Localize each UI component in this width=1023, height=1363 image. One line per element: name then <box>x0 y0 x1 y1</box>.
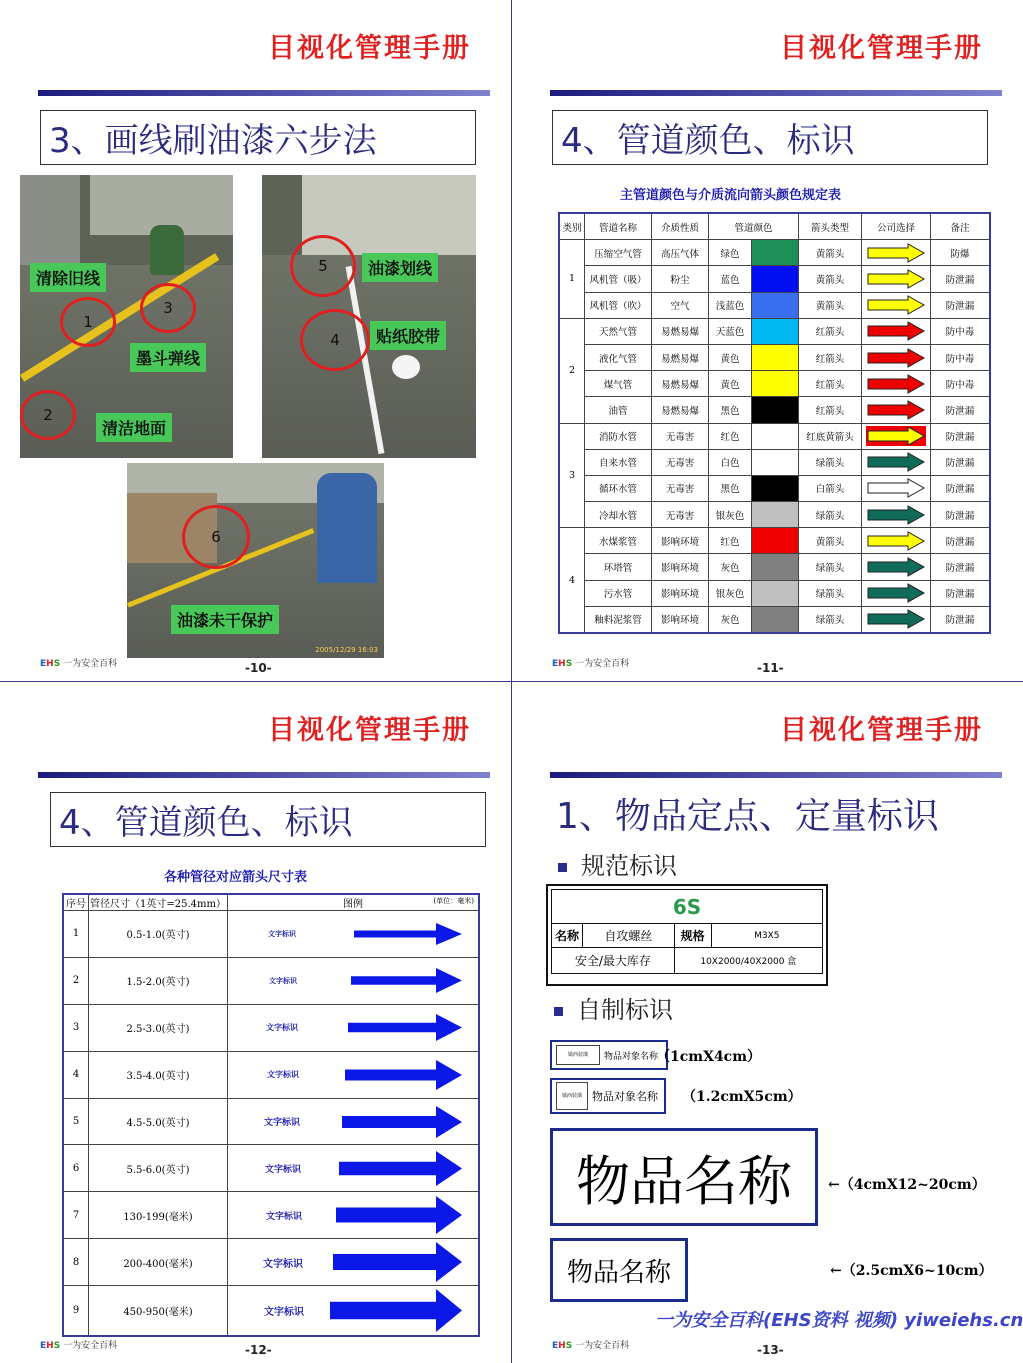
pipe-size-cell: 1.5-2.0(英寸) <box>89 957 228 1004</box>
table-row <box>63 1192 479 1239</box>
medium-cell: 高压气体 <box>652 240 709 266</box>
arrow-type-cell: 绿箭头 <box>799 580 862 606</box>
arrow-right-icon <box>866 269 926 289</box>
arrow-right-icon <box>866 400 926 420</box>
size-label-1-2x5: （1.2cmX5cm） <box>682 1089 802 1105</box>
note-cell: 防泄漏 <box>931 397 991 423</box>
arrow-legend-cell <box>228 1145 480 1192</box>
medium-cell: 影响环境 <box>652 580 709 606</box>
note-cell: 防泄漏 <box>931 502 991 528</box>
label-wet-paint-protection: 油漆未干保护 <box>171 605 279 634</box>
pipe-name-cell: 压缩空气管 <box>585 240 652 266</box>
color-swatch <box>752 292 799 318</box>
table-row <box>63 957 479 1004</box>
table-row <box>63 1098 479 1145</box>
arrow-right-icon <box>866 426 926 446</box>
arrow-type-cell: 黄箭头 <box>799 266 862 292</box>
arrow-right-icon <box>345 1057 464 1093</box>
bullet-standard-label: 规范标识 <box>558 846 677 881</box>
arrow-type-cell: 黄箭头 <box>799 240 862 266</box>
arrow-cell <box>862 528 931 554</box>
row-number-cell: 7 <box>63 1192 89 1239</box>
section-title: 3、画线刷油漆六步法 <box>40 110 476 165</box>
table-row <box>63 1239 479 1286</box>
section-title: 4、管道颜色、标识 <box>552 110 988 165</box>
table-row <box>63 1145 479 1192</box>
table-caption: 主管道颜色与介质流向箭头颜色规定表 <box>620 188 842 203</box>
table-row <box>559 554 990 580</box>
arrow-type-cell: 绿箭头 <box>799 449 862 475</box>
label-spec-value: M3X5 <box>711 924 822 948</box>
note-cell: 防泄漏 <box>931 475 991 501</box>
header-bar <box>550 90 1002 96</box>
watermark: 一为安全百科(EHS资料 视频) yiweiehs.cn <box>655 1310 1023 1331</box>
brand-logo: 镇西装璜 <box>556 1082 588 1110</box>
medium-cell: 易燃易爆 <box>652 344 709 370</box>
legend-text: 文字标识 <box>264 1164 301 1175</box>
arrow-right-icon <box>330 1286 464 1335</box>
header-title: 目视化管理手册 <box>780 715 983 746</box>
label-4x12: 物品名称 <box>550 1128 818 1226</box>
label-tape: 贴纸胶带 <box>370 321 446 350</box>
label-name-key: 名称 <box>552 924 583 948</box>
label-paint-line: 油漆划线 <box>362 253 438 282</box>
page-number: -10- <box>245 661 272 675</box>
arrow-type-cell: 红箭头 <box>799 318 862 344</box>
row-number-cell: 9 <box>63 1286 89 1337</box>
category-cell: 4 <box>559 528 585 633</box>
header-title: 目视化管理手册 <box>268 715 471 746</box>
pipe-color-cell: 绿色 <box>709 240 752 266</box>
arrow-right-icon <box>866 452 926 472</box>
color-swatch <box>752 344 799 370</box>
arrow-cell <box>862 292 931 318</box>
label-text: 物品对象名称 <box>604 1051 659 1062</box>
arrow-cell <box>862 266 931 292</box>
pipe-name-cell: 水煤浆管 <box>585 528 652 554</box>
arrow-legend-cell <box>228 911 480 958</box>
arrow-right-icon <box>866 557 926 577</box>
pipe-color-cell: 灰色 <box>709 554 752 580</box>
label-clear-old-line: 清除旧线 <box>30 263 106 292</box>
page-number: -13- <box>757 1343 784 1357</box>
medium-cell: 无毒害 <box>652 449 709 475</box>
arrow-right-icon <box>866 348 926 368</box>
medium-cell: 无毒害 <box>652 475 709 501</box>
label-text: 物品对象名称 <box>592 1090 658 1103</box>
color-swatch <box>752 318 799 344</box>
row-number-cell: 4 <box>63 1051 89 1098</box>
color-swatch <box>752 554 799 580</box>
arrow-right-icon <box>866 295 926 315</box>
note-cell: 防泄漏 <box>931 423 991 449</box>
arrow-cell <box>862 606 931 633</box>
footer-logo: EHS 一为安全百科 <box>40 659 118 669</box>
arrow-right-icon <box>866 583 926 603</box>
note-cell: 防泄漏 <box>931 292 991 318</box>
arrow-legend-cell <box>228 1192 480 1239</box>
arrow-legend-cell <box>228 957 480 1004</box>
table-header-row <box>63 894 479 911</box>
pipe-color-cell: 黄色 <box>709 344 752 370</box>
color-swatch <box>752 502 799 528</box>
note-cell: 防泄漏 <box>931 266 991 292</box>
arrow-legend-cell <box>228 1098 480 1145</box>
col-medium: 介质性质 <box>652 213 709 240</box>
arrow-right-icon <box>354 920 464 948</box>
label-ink-line: 墨斗弹线 <box>130 343 206 372</box>
pipe-size-cell: 200-400(毫米) <box>89 1239 228 1286</box>
size-label-2-5x6: ←（2.5cmX6~10cm） <box>830 1263 993 1279</box>
pipe-name-cell: 消防水管 <box>585 423 652 449</box>
pipe-color-cell: 红色 <box>709 528 752 554</box>
pipe-name-cell: 煤气管 <box>585 371 652 397</box>
pipe-size-cell: 5.5-6.0(英寸) <box>89 1145 228 1192</box>
row-number-cell: 6 <box>63 1145 89 1192</box>
table-row <box>559 397 990 423</box>
pipe-color-cell: 黑色 <box>709 475 752 501</box>
color-swatch <box>752 606 799 633</box>
pipe-size-cell: 450-950(毫米) <box>89 1286 228 1337</box>
circle-marker-3: 3 <box>140 283 196 333</box>
label-stock-key: 安全/最大库存 <box>552 948 675 974</box>
table-row <box>63 1004 479 1051</box>
arrow-left-icon: ← <box>828 1177 840 1193</box>
section-title: 1、物品定点、定量标识 <box>556 796 939 837</box>
page-10 <box>0 0 512 682</box>
arrow-cell <box>862 423 931 449</box>
row-number-cell: 8 <box>63 1239 89 1286</box>
table-row <box>63 1286 479 1337</box>
note-cell: 防中毒 <box>931 344 991 370</box>
arrow-right-icon <box>866 243 926 263</box>
legend-text: 文字标识 <box>267 1069 299 1080</box>
medium-cell: 影响环境 <box>652 554 709 580</box>
arrow-cell <box>862 475 931 501</box>
medium-cell: 无毒害 <box>652 502 709 528</box>
color-swatch <box>752 449 799 475</box>
photo-timestamp: 2005/12/29 16:03 <box>315 646 378 654</box>
arrow-type-cell: 绿箭头 <box>799 606 862 633</box>
arrow-right-icon <box>866 478 926 498</box>
col-note: 备注 <box>931 213 991 240</box>
table-row <box>559 606 990 633</box>
pipe-color-cell: 银灰色 <box>709 502 752 528</box>
pipe-color-cell: 银灰色 <box>709 580 752 606</box>
medium-cell: 粉尘 <box>652 266 709 292</box>
arrow-right-icon <box>348 1011 464 1044</box>
label-stock-value: 10X2000/40X2000 盒 <box>674 948 822 974</box>
pipe-color-cell: 黄色 <box>709 371 752 397</box>
arrow-cell <box>862 554 931 580</box>
arrow-left-icon: ← <box>830 1263 842 1279</box>
table-row <box>559 449 990 475</box>
arrow-legend-cell <box>228 1004 480 1051</box>
legend-text: 文字标识 <box>269 975 297 985</box>
header-bar <box>38 90 490 96</box>
table-row <box>559 240 990 266</box>
pipe-color-cell: 黑色 <box>709 397 752 423</box>
size-label-4x12: ←（4cmX12~20cm） <box>828 1177 986 1193</box>
arrow-cell <box>862 240 931 266</box>
circle-marker-6: 6 <box>182 505 250 569</box>
footer-logo: EHS 一为安全百科 <box>552 1341 630 1351</box>
color-swatch <box>752 240 799 266</box>
header-bar <box>38 772 490 778</box>
table-row <box>559 318 990 344</box>
col-company-choice: 公司选择 <box>862 213 931 240</box>
color-swatch <box>752 580 799 606</box>
medium-cell: 空气 <box>652 292 709 318</box>
pipe-color-table <box>558 212 991 634</box>
unit-note: (单位：毫米) <box>433 897 474 905</box>
pipe-name-cell: 环塔管 <box>585 554 652 580</box>
medium-cell: 影响环境 <box>652 606 709 633</box>
table-row <box>559 475 990 501</box>
label-spec-key: 规格 <box>674 924 711 948</box>
col-arrow-type: 箭头类型 <box>799 213 862 240</box>
arrow-right-icon <box>866 374 926 394</box>
pipe-name-cell: 油管 <box>585 397 652 423</box>
arrow-legend-cell <box>228 1286 480 1337</box>
arrow-cell <box>862 580 931 606</box>
col-size: 管径尺寸（1英寸=25.4mm） <box>89 894 228 911</box>
pipe-name-cell: 循环水管 <box>585 475 652 501</box>
pipe-color-cell: 红色 <box>709 423 752 449</box>
pipe-name-cell: 釉料泥浆管 <box>585 606 652 633</box>
table-row <box>63 911 479 958</box>
note-cell: 防爆 <box>931 240 991 266</box>
arrow-size-table <box>62 893 480 1337</box>
arrow-right-icon <box>866 321 926 341</box>
arrow-right-icon <box>351 965 464 996</box>
table-caption: 各种管径对应箭头尺寸表 <box>164 870 308 885</box>
color-swatch <box>752 528 799 554</box>
circle-marker-5: 5 <box>290 235 356 297</box>
pipe-size-cell: 0.5-1.0(英寸) <box>89 911 228 958</box>
label-name-value: 自攻螺丝 <box>583 924 675 948</box>
legend-text: 文字标识 <box>266 1022 298 1033</box>
pipe-size-cell: 2.5-3.0(英寸) <box>89 1004 228 1051</box>
label-2-5x6: 物品名称 <box>550 1238 688 1302</box>
note-cell: 防泄漏 <box>931 528 991 554</box>
pipe-color-cell: 灰色 <box>709 606 752 633</box>
arrow-right-icon <box>866 609 926 629</box>
medium-cell: 易燃易爆 <box>652 318 709 344</box>
color-swatch <box>752 266 799 292</box>
pipe-name-cell: 自来水管 <box>585 449 652 475</box>
arrow-cell <box>862 318 931 344</box>
category-cell: 1 <box>559 240 585 319</box>
table-row <box>559 292 990 318</box>
note-cell: 防泄漏 <box>931 606 991 633</box>
medium-cell: 易燃易爆 <box>652 397 709 423</box>
arrow-cell <box>862 502 931 528</box>
arrow-type-cell: 黄箭头 <box>799 528 862 554</box>
photo-step-1-3 <box>20 175 233 458</box>
category-cell: 3 <box>559 423 585 528</box>
legend-text: 文字标识 <box>264 1307 304 1319</box>
size-label-1x4: （1cmX4cm） <box>656 1049 762 1065</box>
medium-cell: 易燃易爆 <box>652 371 709 397</box>
arrow-legend-cell <box>228 1051 480 1098</box>
arrow-type-cell: 红底黄箭头 <box>799 423 862 449</box>
col-pipe-color: 管道颜色 <box>709 213 799 240</box>
pipe-name-cell: 冷却水管 <box>585 502 652 528</box>
arrow-right-icon <box>336 1193 464 1237</box>
row-number-cell: 1 <box>63 911 89 958</box>
pipe-size-cell: 130-199(毫米) <box>89 1192 228 1239</box>
table-row <box>559 528 990 554</box>
header-title: 目视化管理手册 <box>780 33 983 64</box>
circle-marker-2: 2 <box>20 390 76 440</box>
circle-marker-1: 1 <box>60 297 116 347</box>
note-cell: 防泄漏 <box>931 554 991 580</box>
arrow-type-cell: 红箭头 <box>799 344 862 370</box>
arrow-right-icon <box>333 1239 464 1285</box>
pipe-size-cell: 4.5-5.0(英寸) <box>89 1098 228 1145</box>
row-number-cell: 2 <box>63 957 89 1004</box>
table-row <box>559 371 990 397</box>
bullet-custom-label: 自制标识 <box>554 990 673 1025</box>
table-row <box>559 502 990 528</box>
photo-step-4-5 <box>262 175 476 458</box>
note-cell: 防中毒 <box>931 318 991 344</box>
pipe-name-cell: 污水管 <box>585 580 652 606</box>
arrow-type-cell: 绿箭头 <box>799 502 862 528</box>
col-no: 序号 <box>63 894 89 911</box>
legend-text: 文字标识 <box>268 928 296 938</box>
legend-text: 文字标识 <box>265 1211 302 1222</box>
table-row <box>559 580 990 606</box>
medium-cell: 影响环境 <box>652 528 709 554</box>
color-swatch <box>752 371 799 397</box>
arrow-type-cell: 黄箭头 <box>799 292 862 318</box>
arrow-cell <box>862 344 931 370</box>
col-legend: 图例 (单位：毫米) <box>228 894 480 911</box>
arrow-type-cell: 白箭头 <box>799 475 862 501</box>
medium-cell: 无毒害 <box>652 423 709 449</box>
arrow-cell <box>862 449 931 475</box>
pipe-name-cell: 风机管（吸） <box>585 266 652 292</box>
circle-marker-4: 4 <box>300 309 370 371</box>
header-title: 目视化管理手册 <box>268 33 471 64</box>
header-bar <box>550 772 1002 778</box>
arrow-right-icon <box>339 1148 464 1189</box>
arrow-right-icon <box>342 1103 464 1141</box>
pipe-name-cell: 液化气管 <box>585 344 652 370</box>
footer-logo: EHS 一为安全百科 <box>552 659 630 669</box>
label-clean-floor: 清洁地面 <box>96 413 172 442</box>
arrow-legend-cell <box>228 1239 480 1286</box>
table-row <box>63 1051 479 1098</box>
row-number-cell: 5 <box>63 1098 89 1145</box>
photo-step-6 <box>127 463 384 658</box>
color-swatch <box>752 397 799 423</box>
legend-text: 文字标识 <box>263 1118 300 1128</box>
col-category: 类别 <box>559 213 585 240</box>
note-cell: 防中毒 <box>931 371 991 397</box>
col-pipe-name: 管道名称 <box>585 213 652 240</box>
label-6s-title: 6S <box>552 890 823 924</box>
arrow-right-icon <box>866 531 926 551</box>
arrow-type-cell: 红箭头 <box>799 371 862 397</box>
pipe-color-cell: 天蓝色 <box>709 318 752 344</box>
color-swatch <box>752 475 799 501</box>
arrow-type-cell: 红箭头 <box>799 397 862 423</box>
pipe-name-cell: 风机管（吹） <box>585 292 652 318</box>
table-row <box>559 344 990 370</box>
arrow-type-cell: 绿箭头 <box>799 554 862 580</box>
category-cell: 2 <box>559 318 585 423</box>
section-title: 4、管道颜色、标识 <box>50 792 486 847</box>
note-cell: 防泄漏 <box>931 449 991 475</box>
page-13 <box>512 682 1023 1363</box>
row-number-cell: 3 <box>63 1004 89 1051</box>
note-cell: 防泄漏 <box>931 580 991 606</box>
pipe-size-cell: 3.5-4.0(英寸) <box>89 1051 228 1098</box>
arrow-right-icon <box>866 505 926 525</box>
footer-logo: EHS 一为安全百科 <box>40 1341 118 1351</box>
pipe-color-cell: 蓝色 <box>709 266 752 292</box>
pipe-color-cell: 浅蓝色 <box>709 292 752 318</box>
color-swatch <box>752 423 799 449</box>
table-row <box>559 423 990 449</box>
brand-logo: 镇西装璜 <box>556 1045 600 1065</box>
table-header-row <box>559 213 990 240</box>
label-1-2x5 <box>550 1078 666 1114</box>
arrow-cell <box>862 371 931 397</box>
pipe-name-cell: 天然气管 <box>585 318 652 344</box>
label-1x4 <box>550 1040 668 1070</box>
pipe-color-cell: 白色 <box>709 449 752 475</box>
arrow-cell <box>862 397 931 423</box>
table-row <box>559 266 990 292</box>
legend-text: 文字标识 <box>263 1258 303 1270</box>
page-number: -12- <box>245 1343 272 1357</box>
standard-6s-label <box>546 884 828 986</box>
page-number: -11- <box>757 661 784 675</box>
